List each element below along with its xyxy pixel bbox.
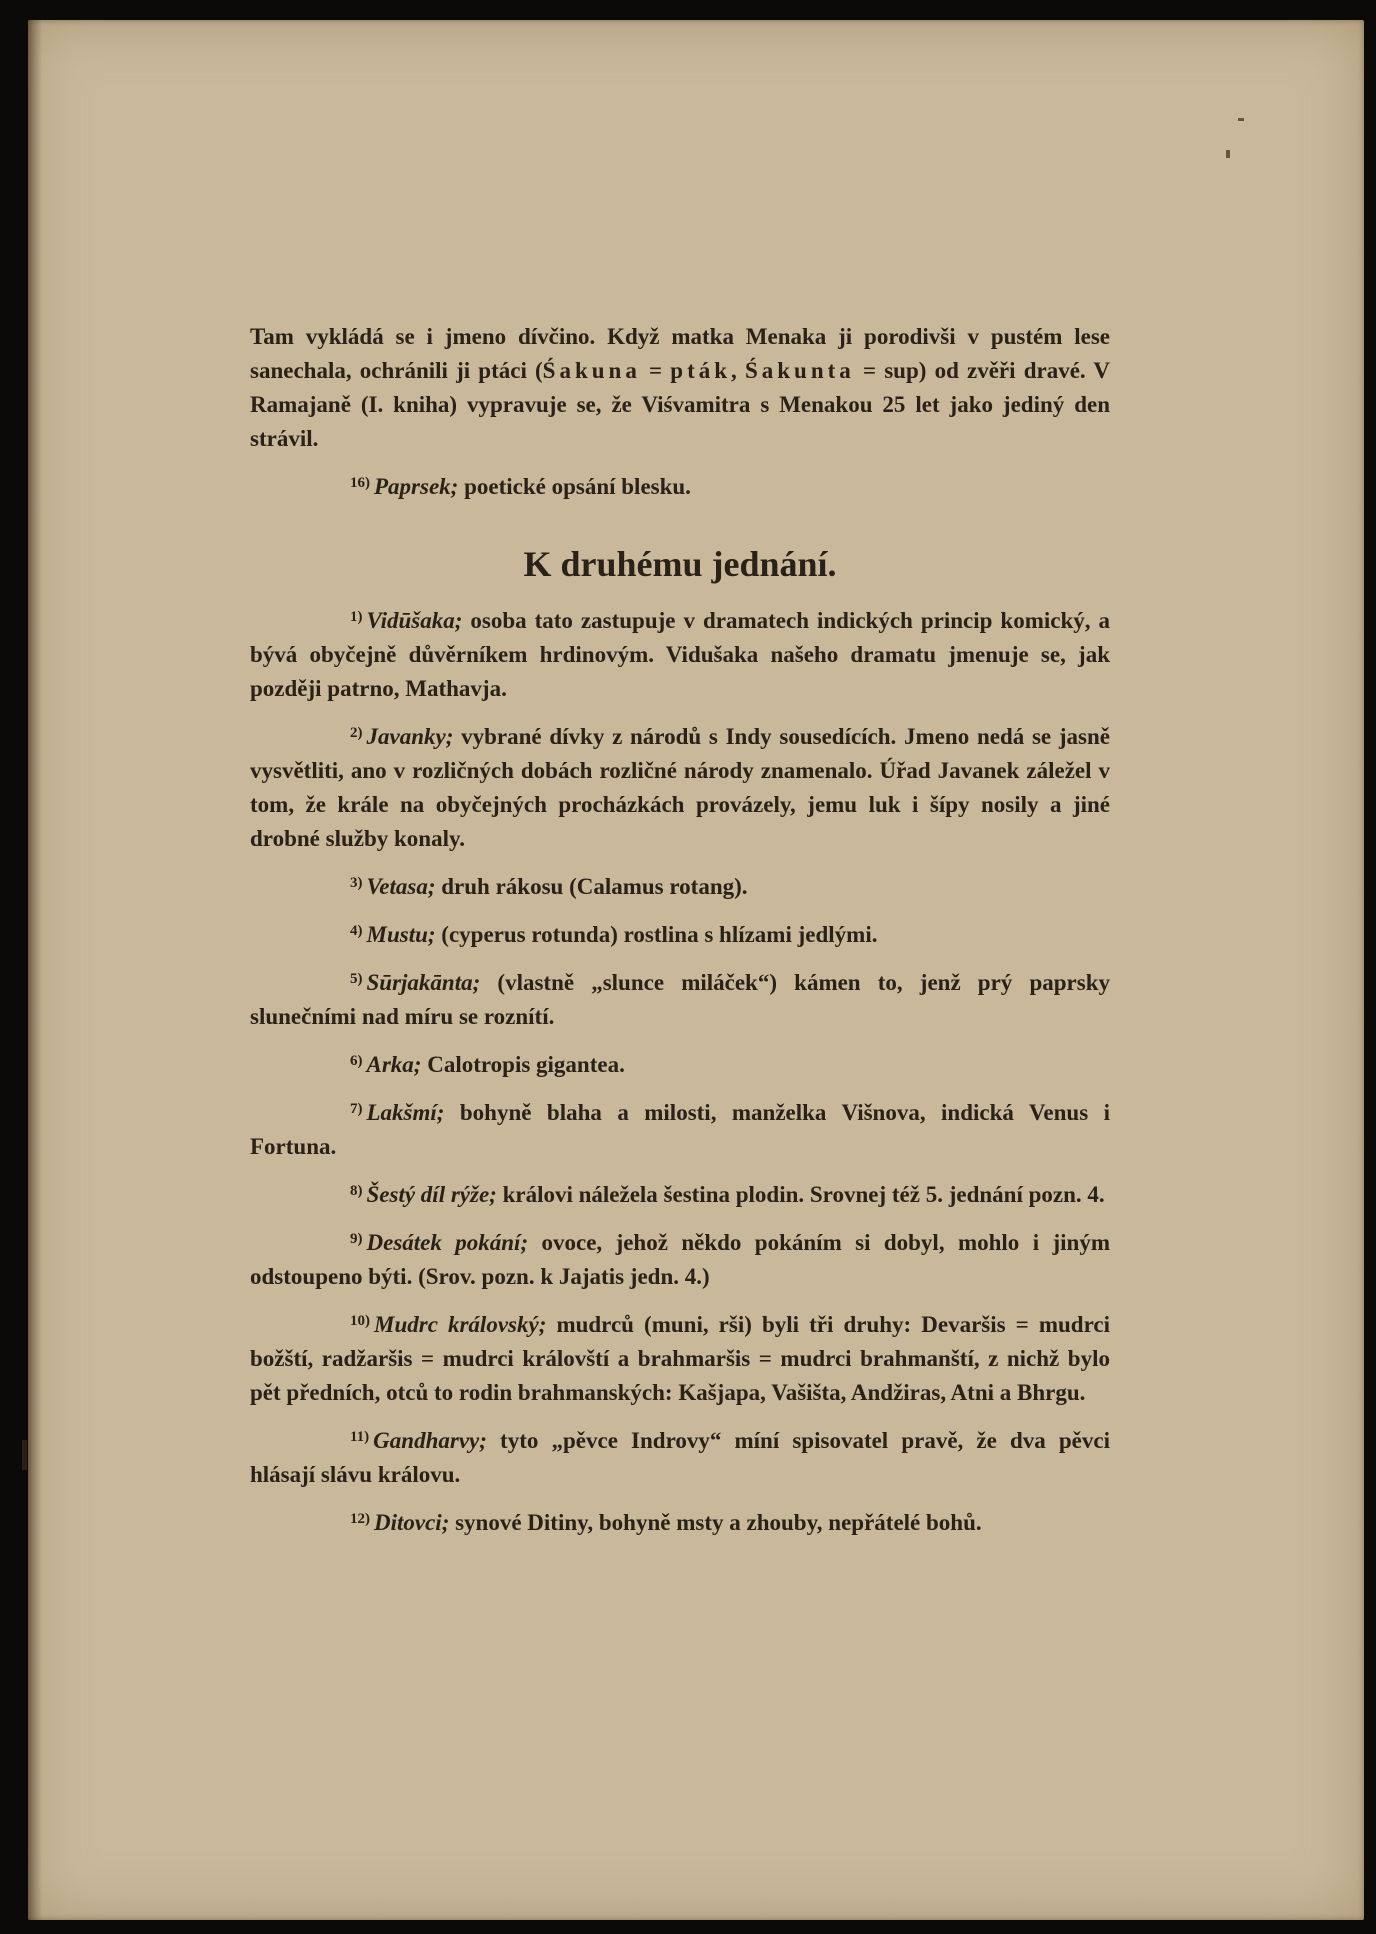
- page-text: [250, 320, 1110, 1554]
- note-item: [250, 1096, 1110, 1164]
- note-item: [250, 1424, 1110, 1492]
- note-text: bohyně blaha a milosti, manželka Višnova, indická Venus i Fortuna.: [250, 1100, 1110, 1159]
- notes-list: [250, 604, 1110, 1540]
- note-item: [250, 966, 1110, 1034]
- note-term: Vetasa;: [366, 874, 436, 899]
- note-term: Javanky;: [366, 724, 454, 749]
- note-number: 10): [350, 1313, 370, 1329]
- note-16: [250, 470, 1110, 504]
- continued-note-part: = sup) od zvěři dravé. V Ramajaně (I. kniha) vypravuje se, že Viśvamitra s Menakou 25 let jako jediný den strávil.: [250, 358, 1111, 451]
- note-number: 6): [350, 1053, 363, 1069]
- note-text: vybrané dívky z národů s Indy sousedících. Jmeno nedá se jasně vysvětliti, ano v rozličných dobách rozličné národy znamenalo. Úřad Javanek záležel v tom, že krále na obyčejných procházkách provázely, jemu luk i šípy nosily a jiné drobné služby konaly.: [250, 724, 1110, 851]
- note-term: Arka;: [366, 1052, 422, 1077]
- book-page: [28, 20, 1364, 1920]
- note-number: 3): [350, 875, 363, 891]
- note-item: [250, 1178, 1110, 1212]
- continued-note-part: pták: [670, 358, 732, 383]
- continued-note-part: Śakunta: [744, 358, 855, 383]
- note-term: Mudrc královský;: [374, 1312, 547, 1337]
- ink-speck: [1226, 150, 1230, 158]
- note-text: ovoce, jehož někdo pokáním si dobyl, mohlo i jiným odstoupeno býti. (Srov. pozn. k Jajatis jedn. 4.): [250, 1230, 1110, 1289]
- note-number: 16): [350, 475, 370, 491]
- note-number: 11): [350, 1429, 370, 1445]
- ink-speck: [1238, 118, 1244, 121]
- section-heading: K druhému jednání.: [523, 544, 837, 584]
- note-number: 4): [350, 923, 363, 939]
- note-number: 5): [350, 971, 363, 987]
- note-term: Šestý díl rýže;: [366, 1182, 497, 1207]
- note-text: tyto „pěvce Indrovy“ míní spisovatel pravě, že dva pěvci hlásají slávu královu.: [250, 1428, 1110, 1487]
- note-term: Mustu;: [366, 922, 436, 947]
- note-term: Paprsek;: [374, 474, 459, 499]
- note-text: (cyperus rotunda) rostlina s hlízami jedlými.: [435, 922, 878, 947]
- note-text: královi náležela šestina plodin. Srovnej též 5. jednání pozn. 4.: [496, 1182, 1105, 1207]
- note-text: druh rákosu (Calamus rotang).: [435, 874, 748, 899]
- ink-speck: [22, 1440, 27, 1470]
- note-term: Lakšmí;: [366, 1100, 445, 1125]
- note-number: 2): [350, 725, 363, 741]
- continued-note-part: Śakuna: [542, 358, 641, 383]
- note-number: 12): [350, 1511, 370, 1527]
- note-item: [250, 604, 1110, 706]
- continued-note-part: ,: [731, 358, 745, 383]
- note-item: [250, 1226, 1110, 1294]
- note-item: [250, 1506, 1110, 1540]
- note-item: [250, 1308, 1110, 1410]
- note-term: Gandharvy;: [373, 1428, 487, 1453]
- note-text: poetické opsání blesku.: [458, 474, 691, 499]
- continued-note: [250, 320, 1110, 456]
- continued-note-part: =: [640, 358, 671, 383]
- note-number: 1): [350, 609, 363, 625]
- note-item: [250, 870, 1110, 904]
- note-term: Ditovci;: [374, 1510, 450, 1535]
- note-text: mudrců (muni, rši) byli tři druhy: Devaršis = mudrci božští, radžaršis = mudrci královští a brahmaršis = mudrci brahmanští, z nichž bylo pět předních, otců to rodin brahmanských: Kašjapa, Vašišta, Andžiras, Atni a Bhrgu.: [250, 1312, 1110, 1405]
- note-number: 8): [350, 1183, 363, 1199]
- note-term: Desátek pokání;: [366, 1230, 529, 1255]
- note-text: osoba tato zastupuje v dramatech indických princip komický, a bývá obyčejně důvěrníkem hrdinovým. Vidušaka našeho dramatu jmenuje se, jak později patrno, Mathavja.: [250, 608, 1110, 701]
- note-item: [250, 1048, 1110, 1082]
- note-number: 7): [350, 1101, 363, 1117]
- note-item: [250, 720, 1110, 856]
- note-item: [250, 918, 1110, 952]
- continued-note-part: Tam vykládá se i jmeno dívčino. Když matka Menaka ji porodivši v pustém lese sanechala, ochránili ji ptáci (: [250, 324, 1110, 383]
- note-term: Vidūšaka;: [366, 608, 463, 633]
- note-text: Calotropis gigantea.: [421, 1052, 625, 1077]
- page-spine-shadow: [28, 20, 42, 1920]
- note-text: (vlastně „slunce miláček“) kámen to, jenž prý paprsky slunečními nad míru se roznítí.: [250, 970, 1110, 1029]
- note-term: Sūrjakānta;: [366, 970, 481, 995]
- note-number: 9): [350, 1231, 363, 1247]
- note-text: synové Ditiny, bohyně msty a zhouby, nepřátelé bohů.: [449, 1510, 982, 1535]
